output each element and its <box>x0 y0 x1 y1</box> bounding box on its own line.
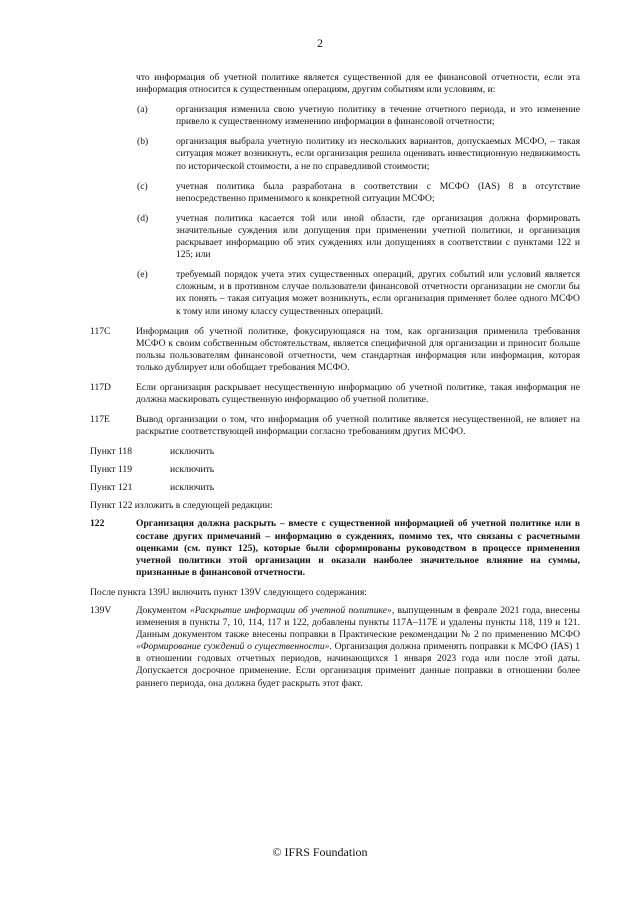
deleted-paragraph-119 <box>90 464 580 476</box>
sub-item-label: (c) <box>137 180 148 192</box>
sub-item-c <box>90 181 580 205</box>
deleted-paragraph-action: исключить <box>170 482 215 494</box>
instruction-122: Пункт 122 изложить в следующей редакции: <box>90 500 273 512</box>
text-segment: Документом <box>136 605 190 616</box>
paragraph-number: 122 <box>90 518 105 530</box>
sub-item-label: (e) <box>137 269 148 281</box>
paragraph-117d <box>90 382 580 406</box>
sub-item-label: (d) <box>137 212 149 224</box>
footer-copyright: © IFRS Foundation <box>272 845 368 859</box>
paragraph-117e <box>90 414 580 438</box>
paragraph-text: Если организация раскрывает несущественную информацию об учетной политике, такая информация не должна маскировать существенную информацию об учетной политике. <box>136 381 580 406</box>
paragraph-number: 117E <box>90 414 110 426</box>
sub-item-a <box>90 104 580 128</box>
sub-item-label: (b) <box>137 136 149 148</box>
paragraph-117c <box>90 326 580 374</box>
paragraph-text: Организация должна раскрыть – вместе с существенной информацией об учетной политике или в составе других примечаний – информацию о суждениях, помимо тех, что связаны с расчетными оценками (см. пункт 125), которые были сформированы руководством в процессе применения учетной политики этой организации и оказали наиболее значительное влияние на суммы, признанные в финансовой отчетности. <box>136 518 580 578</box>
sub-item-b <box>90 136 580 172</box>
paragraph-text: Вывод организации о том, что информация об учетной политике является несущественной, не влияет на раскрытие соответствующей информации согласно требованиям других МСФО. <box>136 414 580 438</box>
deleted-paragraph-118 <box>90 446 580 458</box>
instruction-139v: После пункта 139U включить пункт 139V следующего содержания: <box>90 586 367 598</box>
page-number: 2 <box>317 36 323 50</box>
deleted-paragraph-action: исключить <box>170 464 215 476</box>
sub-item-text: требуемый порядок учета этих существенных операций, других событий или условий является сложным, и в противном случае пользователи финансовой отчетности организации не смогли бы их понять – такая ситуация может возникнуть, если организация применяет более одного МСФО к тому или иному классу существенных операций. <box>176 269 580 317</box>
sub-item-text: учетная политика была разработана в соответствии с МСФО (IAS) 8 в отсутствие непосредственно применимого к конкретной ситуации МСФО; <box>176 180 580 204</box>
paragraph-text <box>136 605 580 689</box>
sub-item-e <box>90 269 580 317</box>
deleted-paragraph-121 <box>90 482 580 494</box>
document-body <box>90 72 580 698</box>
document-title-materiality: «Формирование суждений о существенности» <box>136 641 330 653</box>
deleted-paragraph-action: исключить <box>170 446 215 458</box>
sub-item-text: учетная политика касается той или иной области, где организация должна формировать значительные суждения или допущения при применении учетной политики, и организация раскрывает информацию об этих суждениях или допущениях в соответствии с пунктами 122 и 125; или <box>176 212 580 261</box>
sub-item-d <box>90 213 580 261</box>
deleted-paragraph-number: Пункт 118 <box>90 446 133 458</box>
sub-item-text: организация изменила свою учетную политику в течение отчетного периода, и это изменение привело к существенному изменению информации в финансовой отчетности; <box>176 104 580 128</box>
paragraph-139v <box>90 605 580 690</box>
sub-item-label: (a) <box>137 104 148 116</box>
text-segment: . Организация должна применять поправки к МСФО (IAS) 1 в отношении годовых отчетных периодов, начинающихся 1 января 2023 года или после этой даты. Допускается досрочное применение. Если организация применит данные поправки в отношении более раннего периода, она должна будет раскрыть этот факт. <box>136 641 580 689</box>
paragraph-text: Информация об учетной политике, фокусирующаяся на том, как организация применила требования МСФО к своим собственным обстоятельствам, является специфичной для организации и приносит больше пользы пользователям финансовой отчетности, чем стандартная информация или информация, которая только дублирует или обобщает требования МСФО. <box>136 325 580 373</box>
paragraph-122 <box>90 518 580 578</box>
text-segment: , выпущенным в феврале 2021 года, внесены изменения в пункты 7, 10, 114, 117 и 122, добавлены пункты 117A–117E и удалены пункты 118, 119 и 121. Данным документом также внесены поправки в Практические рекомендации № 2 по применению МСФО <box>136 605 581 641</box>
document-title-disclosure: «Раскрытие информации об учетной политике» <box>190 605 392 616</box>
paragraph-number: 139V <box>90 605 112 616</box>
deleted-paragraph-number: Пункт 119 <box>90 464 133 476</box>
paragraph-number: 117C <box>90 325 111 337</box>
paragraph-number: 117D <box>90 381 111 393</box>
deleted-paragraph-number: Пункт 121 <box>90 482 133 494</box>
intro-paragraph: что информация об учетной политике является существенной для ее финансовой отчетности, если эта информация относится к существенным операциям, другим событиям или условиям, и: <box>136 72 580 96</box>
sub-item-text: организация выбрала учетную политику из нескольких вариантов, допускаемых МСФО, – такая ситуация может возникнуть, если организация решила оценивать инвестиционную недвижимость по исторической стоимости, а не по справедливой стоимости; <box>176 136 580 172</box>
